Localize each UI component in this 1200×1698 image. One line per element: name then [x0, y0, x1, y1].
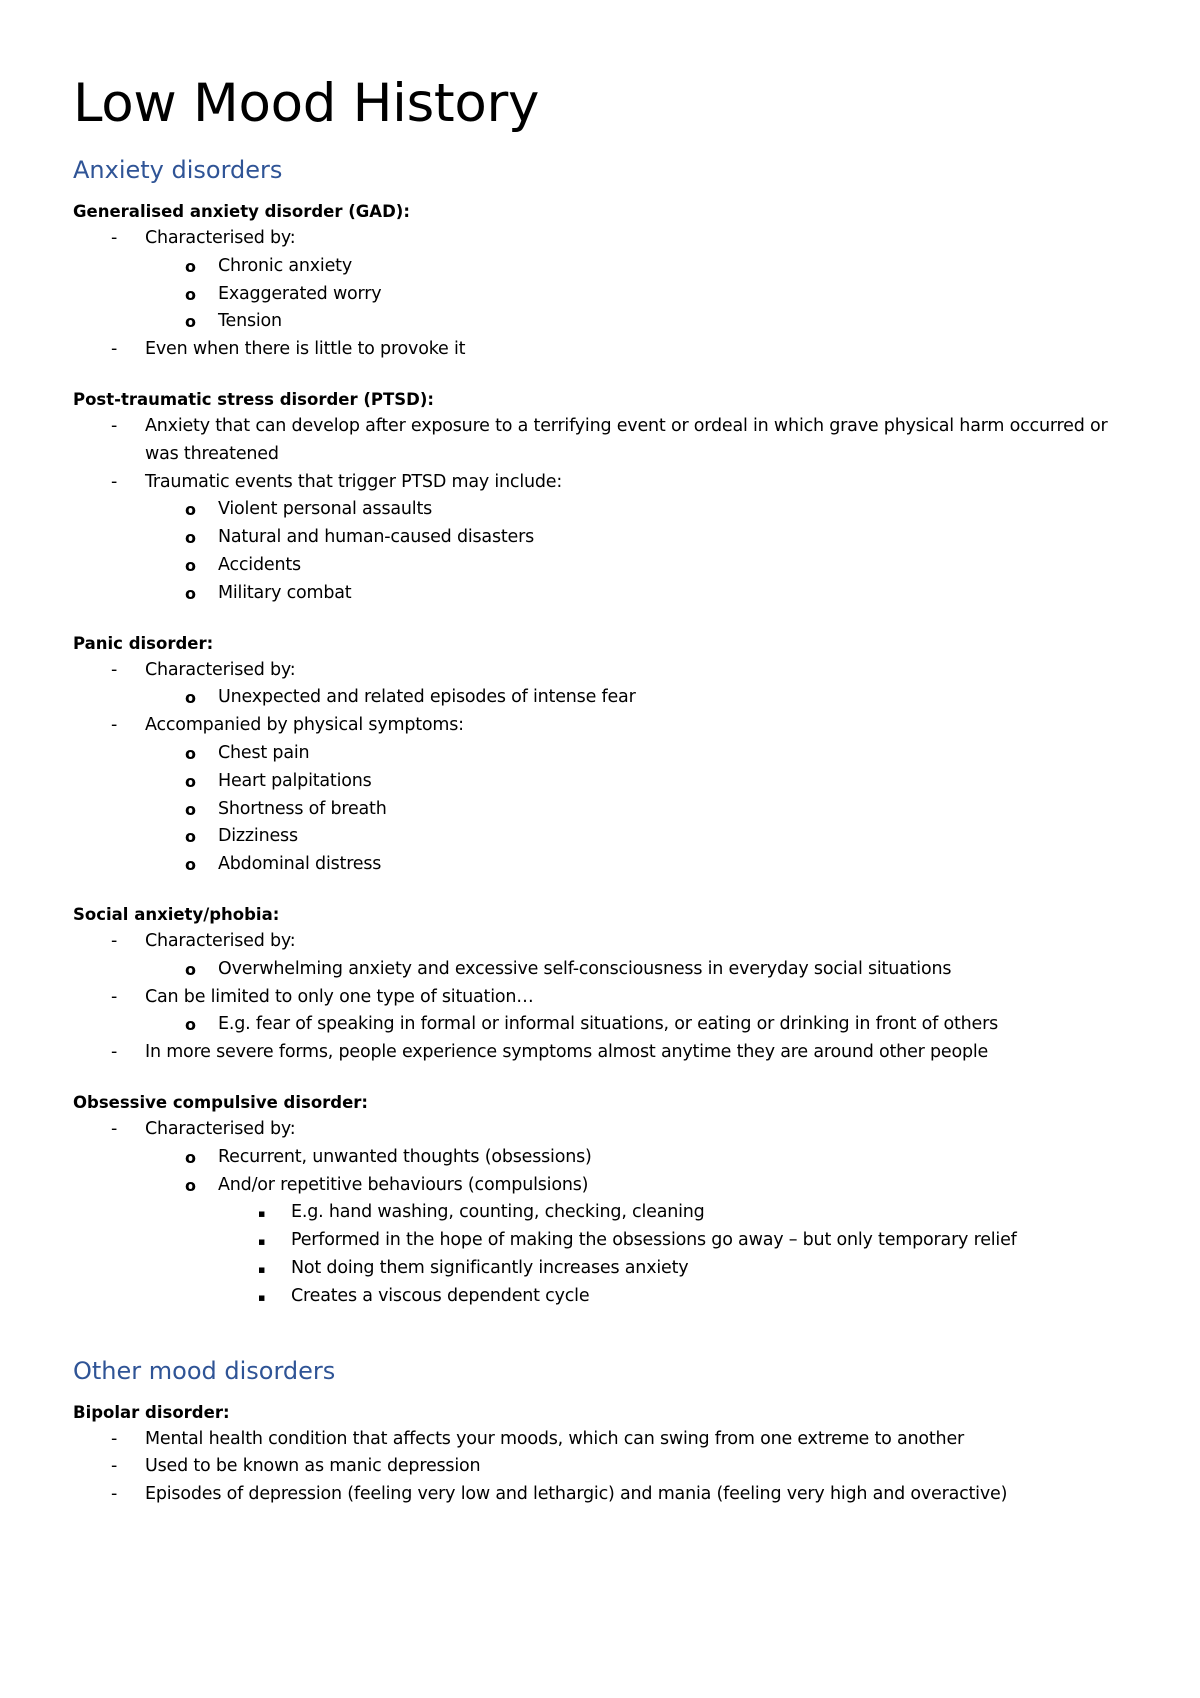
list-item-text: Unexpected and related episodes of intense fear	[218, 687, 636, 708]
list-item	[73, 281, 1133, 309]
dash-bullet-icon: -	[111, 1118, 118, 1139]
list-item-text: Characterised by:	[145, 930, 296, 951]
circle-bullet-icon: o	[185, 312, 196, 332]
list-item-text: Recurrent, unwanted thoughts (obsessions)	[218, 1146, 592, 1167]
list-item-text: E.g. fear of speaking in formal or informal situations, or eating or drinking in front of others	[218, 1014, 999, 1035]
list-item	[73, 1199, 1133, 1227]
list-level-3	[73, 1199, 1133, 1310]
block-title: Generalised anxiety disorder (GAD):	[73, 202, 410, 221]
nested-list	[73, 1199, 1133, 1310]
list-level-2	[73, 253, 1133, 336]
nested-list	[73, 956, 1133, 984]
block-title: Post-traumatic stress disorder (PTSD):	[73, 389, 434, 409]
list-item	[73, 657, 1133, 685]
dash-bullet-icon: -	[111, 228, 118, 248]
circle-bullet-icon: o	[185, 743, 196, 763]
list-item-text: Episodes of depression (feeling very low and lethargic) and mania (feeling very high and overactive)	[145, 1484, 1008, 1505]
list-level-2	[73, 1011, 1133, 1039]
disorder-block	[73, 901, 1133, 1067]
list-item	[73, 253, 1133, 281]
list-item	[73, 1039, 1133, 1067]
list-item-text: Used to be known as manic depression	[145, 1456, 481, 1477]
disorder-block	[73, 198, 1133, 364]
nested-list	[73, 496, 1133, 607]
circle-bullet-icon: o	[185, 855, 196, 875]
nested-list	[73, 1144, 1133, 1311]
list-item	[73, 956, 1133, 984]
list-item	[73, 740, 1133, 768]
list-item	[73, 1426, 1133, 1454]
list-level-1	[73, 1116, 1133, 1311]
circle-bullet-icon: o	[185, 1147, 196, 1167]
list-item-text: E.g. hand washing, counting, checking, cleaning	[291, 1202, 705, 1223]
circle-bullet-icon: o	[185, 500, 196, 520]
document-page	[73, 72, 1133, 1509]
list-item	[73, 552, 1133, 580]
list-item	[73, 851, 1133, 879]
list-item-text: Exaggerated worry	[218, 283, 382, 304]
list-item	[73, 823, 1133, 851]
list-level-1	[73, 413, 1133, 608]
list-level-2	[73, 496, 1133, 607]
section-heading: Other mood disorders	[73, 1356, 336, 1385]
list-item-text: Mental health condition that affects your moods, which can swing from one extreme to another	[145, 1428, 965, 1449]
list-item	[73, 1255, 1133, 1283]
dash-bullet-icon: -	[111, 986, 118, 1007]
list-level-2	[73, 684, 1133, 712]
dash-bullet-icon: -	[111, 471, 118, 492]
list-item	[73, 336, 1133, 364]
nested-list	[73, 253, 1133, 336]
square-bullet-icon: ▪	[258, 1235, 266, 1249]
circle-bullet-icon: o	[185, 284, 196, 304]
list-item-text: And/or repetitive behaviours (compulsions)	[218, 1174, 589, 1195]
list-item	[73, 1283, 1133, 1311]
page-title: Low Mood History	[73, 73, 540, 134]
nested-list	[73, 740, 1133, 879]
list-item-text: Dizziness	[218, 826, 298, 847]
list-item	[73, 928, 1133, 956]
list-item-text: Anxiety that can develop after exposure to a terrifying event or ordeal in which grave physical harm occurred or was threatened	[145, 415, 1108, 464]
list-item	[73, 984, 1133, 1012]
list-item-text: Accompanied by physical symptoms:	[145, 715, 464, 736]
disorder-block	[73, 386, 1133, 608]
section	[73, 154, 1133, 1311]
list-item-text: Not doing them significantly increases anxiety	[291, 1257, 689, 1278]
dash-bullet-icon: -	[111, 1042, 118, 1063]
document-body	[73, 154, 1133, 1509]
list-item-text: Even when there is little to provoke it	[145, 339, 466, 360]
list-item	[73, 1116, 1133, 1144]
circle-bullet-icon: o	[185, 1175, 196, 1195]
block-title: Bipolar disorder:	[73, 1402, 230, 1422]
dash-bullet-icon: -	[111, 1484, 118, 1505]
dash-bullet-icon: -	[111, 1456, 118, 1477]
list-item-text: Can be limited to only one type of situation…	[145, 986, 534, 1007]
list-item-text: Tension	[218, 311, 282, 332]
list-item-text: Characterised by:	[145, 659, 296, 680]
list-item	[73, 496, 1133, 524]
circle-bullet-icon: o	[185, 771, 196, 791]
block-title: Obsessive compulsive disorder:	[73, 1092, 369, 1112]
list-level-2	[73, 956, 1133, 984]
list-item-text: Shortness of breath	[218, 798, 387, 819]
list-item-text: Accidents	[218, 554, 301, 575]
block-title: Social anxiety/phobia:	[73, 904, 280, 924]
list-item-text: Violent personal assaults	[218, 499, 433, 520]
circle-bullet-icon: o	[185, 688, 196, 708]
list-item	[73, 1172, 1133, 1200]
list-item-text: Overwhelming anxiety and excessive self-consciousness in everyday social situations	[218, 958, 952, 979]
dash-bullet-icon: -	[111, 415, 118, 436]
list-item	[73, 1453, 1133, 1481]
list-item-text: In more severe forms, people experience symptoms almost anytime they are around other people	[145, 1042, 989, 1063]
circle-bullet-icon: o	[185, 528, 196, 548]
list-item	[73, 712, 1133, 740]
list-item	[73, 796, 1133, 824]
dash-bullet-icon: -	[111, 1428, 118, 1449]
list-item	[73, 524, 1133, 552]
list-item-text: Performed in the hope of making the obsessions go away – but only temporary relief	[291, 1230, 1017, 1251]
block-title: Panic disorder:	[73, 633, 214, 653]
list-item	[73, 469, 1133, 497]
list-level-2	[73, 740, 1133, 879]
square-bullet-icon: ▪	[258, 1262, 266, 1276]
dash-bullet-icon: -	[111, 930, 118, 951]
square-bullet-icon: ▪	[258, 1207, 266, 1221]
list-item	[73, 768, 1133, 796]
list-item	[73, 308, 1133, 336]
disorder-block	[73, 1089, 1133, 1311]
list-item	[73, 1481, 1133, 1509]
list-item-text: Chest pain	[218, 742, 310, 763]
list-item-text: Characterised by:	[145, 1118, 296, 1139]
list-item-text: Natural and human-caused disasters	[218, 527, 535, 548]
list-item-text: Abdominal distress	[218, 854, 382, 875]
list-level-1	[73, 657, 1133, 879]
circle-bullet-icon: o	[185, 583, 196, 603]
list-item-text: Characterised by:	[145, 228, 296, 248]
nested-list	[73, 1011, 1133, 1039]
list-item	[73, 684, 1133, 712]
list-item	[73, 225, 1133, 253]
list-item	[73, 1011, 1133, 1039]
list-level-2	[73, 1144, 1133, 1311]
list-item	[73, 413, 1133, 469]
list-level-1	[73, 225, 1133, 364]
list-item	[73, 580, 1133, 608]
circle-bullet-icon: o	[185, 799, 196, 819]
list-item-text: Chronic anxiety	[218, 255, 352, 276]
square-bullet-icon: ▪	[258, 1290, 266, 1304]
circle-bullet-icon: o	[185, 1015, 196, 1035]
disorder-block	[73, 1399, 1133, 1509]
circle-bullet-icon: o	[185, 827, 196, 847]
list-item	[73, 1227, 1133, 1255]
dash-bullet-icon: -	[111, 339, 118, 360]
circle-bullet-icon: o	[185, 256, 196, 276]
list-item	[73, 1144, 1133, 1172]
nested-list	[73, 684, 1133, 712]
list-item-text: Creates a viscous dependent cycle	[291, 1285, 590, 1306]
circle-bullet-icon: o	[185, 555, 196, 575]
list-item-text: Traumatic events that trigger PTSD may include:	[145, 471, 563, 492]
section-heading: Anxiety disorders	[73, 156, 283, 184]
dash-bullet-icon: -	[111, 715, 118, 736]
dash-bullet-icon: -	[111, 659, 118, 680]
list-item-text: Heart palpitations	[218, 770, 372, 791]
list-level-1	[73, 1426, 1133, 1509]
circle-bullet-icon: o	[185, 959, 196, 979]
list-level-1	[73, 928, 1133, 1067]
section	[73, 1355, 1133, 1509]
disorder-block	[73, 630, 1133, 879]
list-item-text: Military combat	[218, 582, 352, 603]
